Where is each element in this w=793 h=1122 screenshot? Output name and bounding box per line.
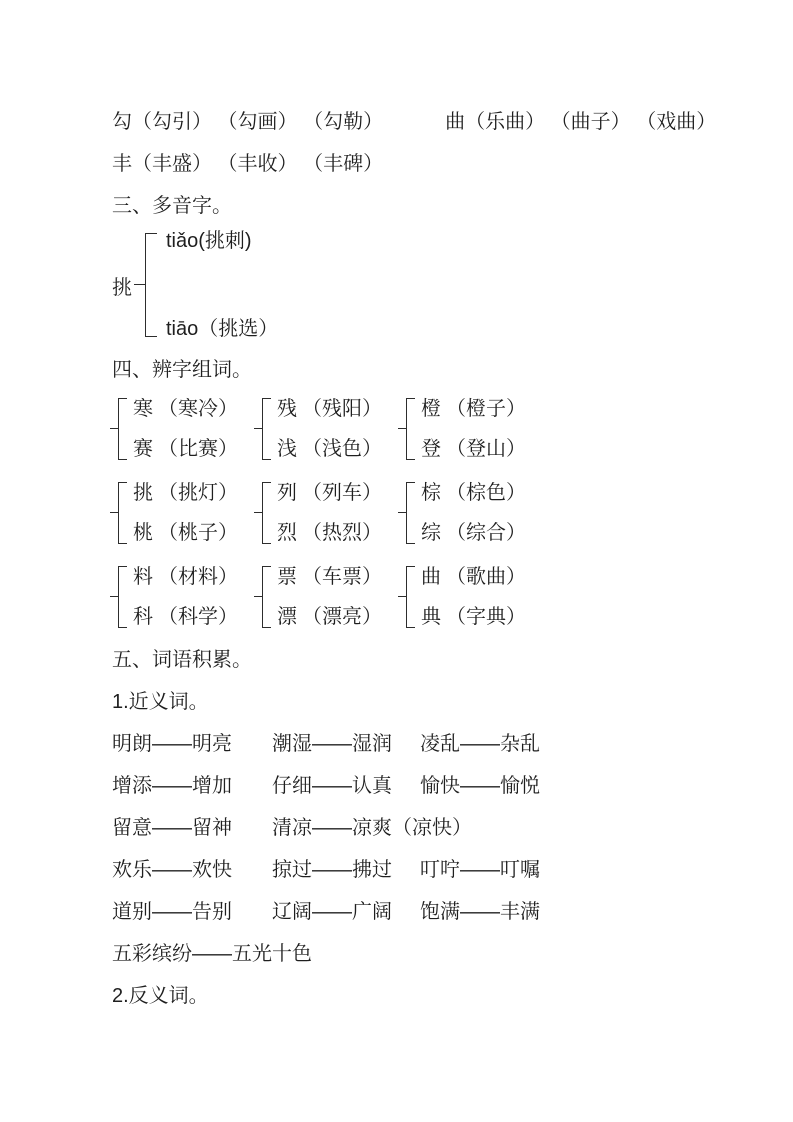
polyphonic-character: 挑 bbox=[112, 276, 132, 299]
synonym-row bbox=[112, 720, 757, 762]
char-pair-group bbox=[406, 566, 526, 628]
char: 桃 bbox=[133, 522, 153, 544]
synonym-pair: 留意——留神 bbox=[112, 816, 232, 839]
word: （车票） bbox=[302, 566, 382, 588]
synonym-pair: 凌乱——杂乱 bbox=[420, 732, 540, 755]
synonym-row bbox=[112, 846, 757, 888]
discrimination-grid bbox=[118, 398, 757, 628]
synonym-pair: 潮湿——湿润 bbox=[272, 732, 392, 755]
brace-shape bbox=[118, 398, 127, 460]
word: （材料） bbox=[158, 566, 238, 588]
brace-shape bbox=[145, 233, 157, 337]
word: （比赛） bbox=[158, 438, 238, 460]
char: 漂 bbox=[277, 606, 297, 628]
word-group-feng: 丰（丰盛） （丰收） （丰碑） bbox=[112, 152, 384, 175]
synonym-pair: 仔细——认真 bbox=[272, 774, 392, 797]
word: （登山） bbox=[446, 438, 526, 460]
synonym-row bbox=[112, 888, 757, 930]
reading-tiao3: tiǎo(挑刺) bbox=[166, 230, 252, 252]
word-group-gou: 勾（勾引） （勾画） （勾勒） bbox=[112, 110, 384, 133]
brace-shape bbox=[118, 482, 127, 544]
brace-shape bbox=[262, 398, 271, 460]
synonym-pair: 愉快——愉悦 bbox=[420, 774, 540, 797]
char: 曲 bbox=[421, 566, 441, 588]
brace-shape bbox=[262, 566, 271, 628]
synonym-pair: 清凉——凉爽（凉快） bbox=[272, 816, 472, 839]
synonym-row bbox=[112, 930, 757, 972]
char-pair-group bbox=[262, 482, 382, 544]
synonym-pair: 明朗——明亮 bbox=[112, 732, 232, 755]
word: （列车） bbox=[302, 482, 382, 504]
word: （综合） bbox=[446, 522, 526, 544]
char: 烈 bbox=[277, 522, 297, 544]
word: （字典） bbox=[446, 606, 526, 628]
word: （浅色） bbox=[302, 438, 382, 460]
char: 典 bbox=[421, 606, 441, 628]
char: 橙 bbox=[421, 398, 441, 420]
synonyms-heading: 1.近义词。 bbox=[112, 690, 209, 713]
word: （残阳） bbox=[302, 398, 382, 420]
char: 综 bbox=[421, 522, 441, 544]
brace-shape bbox=[406, 482, 415, 544]
reading-tiao1: tiāo（挑选） bbox=[166, 318, 279, 340]
synonym-pair: 饱满——丰满 bbox=[420, 900, 540, 923]
char-pair-group bbox=[262, 566, 382, 628]
char: 寒 bbox=[133, 398, 153, 420]
word: （热烈） bbox=[302, 522, 382, 544]
word: （科学） bbox=[158, 606, 238, 628]
word: （橙子） bbox=[446, 398, 526, 420]
char: 票 bbox=[277, 566, 297, 588]
char: 料 bbox=[133, 566, 153, 588]
synonym-pair: 道别——告别 bbox=[112, 900, 232, 923]
char: 列 bbox=[277, 482, 297, 504]
char-pair-group bbox=[406, 482, 526, 544]
char: 挑 bbox=[133, 482, 153, 504]
word-group-line-1 bbox=[112, 98, 757, 140]
section4-heading: 四、辨字组词。 bbox=[112, 358, 252, 381]
synonym-pair: 增添——增加 bbox=[112, 774, 232, 797]
synonym-row bbox=[112, 804, 757, 846]
word-group-qu: 曲（乐曲） （曲子） （戏曲） bbox=[445, 110, 717, 133]
section5-heading: 五、词语积累。 bbox=[112, 648, 252, 671]
word: （歌曲） bbox=[446, 566, 526, 588]
synonym-pair: 叮咛——叮嘱 bbox=[420, 858, 540, 881]
synonym-pair: 辽阔——广阔 bbox=[272, 900, 392, 923]
synonym-pair: 掠过——拂过 bbox=[272, 858, 392, 881]
synonym-row bbox=[112, 762, 757, 804]
char: 科 bbox=[133, 606, 153, 628]
char-pair-group bbox=[118, 566, 238, 628]
char: 浅 bbox=[277, 438, 297, 460]
antonyms-heading: 2.反义词。 bbox=[112, 984, 209, 1007]
polyphonic-readings bbox=[157, 229, 278, 341]
brace-shape bbox=[118, 566, 127, 628]
char: 残 bbox=[277, 398, 297, 420]
word: （漂亮） bbox=[302, 606, 382, 628]
word: （桃子） bbox=[158, 522, 238, 544]
char-pair-group bbox=[262, 398, 382, 460]
char-pair-group bbox=[118, 482, 238, 544]
word: （寒冷） bbox=[158, 398, 238, 420]
synonym-pair: 欢乐——欢快 bbox=[112, 858, 232, 881]
word-group-line-2 bbox=[112, 140, 757, 182]
worksheet-content bbox=[112, 98, 757, 1014]
section3-heading: 三、多音字。 bbox=[112, 194, 232, 217]
char: 棕 bbox=[421, 482, 441, 504]
polyphonic-diagram bbox=[112, 226, 757, 344]
char-pair-group bbox=[406, 398, 526, 460]
brace-shape bbox=[406, 398, 415, 460]
char: 赛 bbox=[133, 438, 153, 460]
word: （棕色） bbox=[446, 482, 526, 504]
char-pair-group bbox=[118, 398, 238, 460]
char: 登 bbox=[421, 438, 441, 460]
synonym-pair: 五彩缤纷——五光十色 bbox=[112, 942, 312, 965]
word: （挑灯） bbox=[158, 482, 238, 504]
brace-shape bbox=[406, 566, 415, 628]
brace-shape bbox=[262, 482, 271, 544]
